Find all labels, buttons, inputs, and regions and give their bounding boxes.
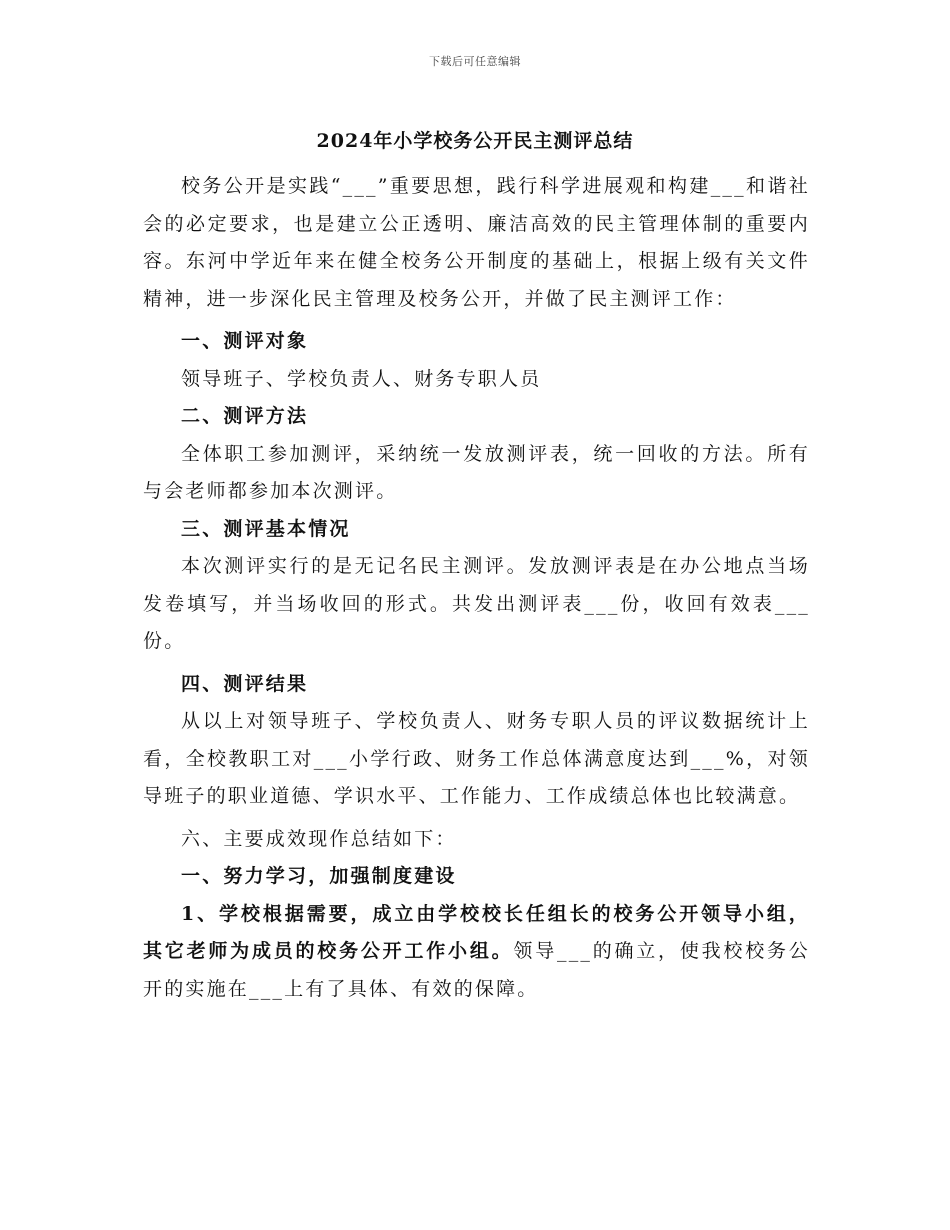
achievement-item-1-paragraph (143, 896, 810, 1009)
section-heading-basic-situation: 三、测评基本情况 (181, 517, 351, 540)
section-heading-evaluation-targets: 一、测评对象 (181, 330, 309, 352)
achievement-item-1-rest-text: 领导___的确立，使我校校务公开的实施在___上有了具体、有效的保障。 (143, 940, 810, 1000)
section-heading-evaluation-method: 二、测评方法 (181, 405, 309, 427)
subsection-heading-study-system: 一、努力学习，加强制度建设 (181, 865, 457, 887)
section-heading-evaluation-results: 四、测评结果 (181, 672, 309, 695)
intro-paragraph: 校务公开是实践“___”重要思想，践行科学进展观和构建___和谐社会的必定要求，也是建立公正透明、廉洁高效的民主管理体制的重要内容。东河中学近年来在健全校务公开制度的基础上，根据上级有关文件精神，进一步深化民主管理及校务公开，并做了民主测评工作： (143, 175, 810, 310)
evaluation-targets-paragraph: 领导班子、学校负责人、财务专职人员 (181, 367, 542, 390)
evaluation-method-paragraph: 全体职工参加测评，采纳统一发放测评表，统一回收的方法。所有与会老师都参加本次测评。 (143, 442, 810, 502)
basic-situation-paragraph: 本次测评实行的是无记名民主测评。发放测评表是在办公地点当场发卷填写，并当场收回的形式。共发出测评表___份，收回有效表___份。 (143, 555, 810, 652)
document-title: 2024年小学校务公开民主测评总结 (316, 130, 634, 152)
evaluation-results-paragraph: 从以上对领导班子、学校负责人、财务专职人员的评议数据统计上看，全校教职工对___小学行政、财务工作总体满意度达到___%，对领导班子的职业道德、学识水平、工作能力、工作成绩总体也比较满意。 (143, 710, 810, 807)
page-header-note: 下载后可任意编辑 (429, 55, 521, 68)
achievement-item-1-bold-text: 1、学校根据需要，成立由学校校长任组长的校务公开领导小组，其它老师为成员的校务公开工作小组。 (143, 902, 810, 962)
document-body (143, 168, 810, 1008)
section-heading-main-achievements: 六、主要成效现作总结如下： (181, 827, 457, 850)
